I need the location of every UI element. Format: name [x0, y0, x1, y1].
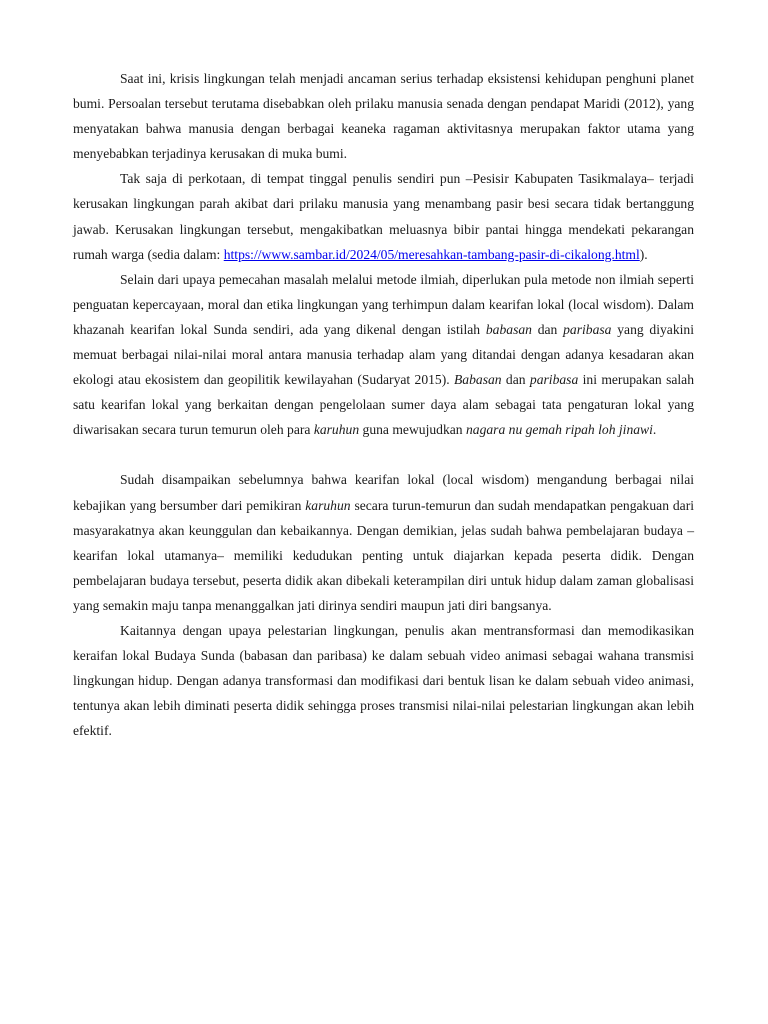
- term-babasan-2: Babasan: [454, 372, 502, 388]
- term-paribasa-2: paribasa: [529, 372, 579, 388]
- paragraph-2: [73, 166, 694, 266]
- term-karuhun: karuhun: [313, 422, 360, 438]
- document-body: [73, 66, 694, 743]
- paragraph-3-text-5: ini merupakan salah satu kearifan lokal yang berkaitan dengan pengelolaan sumer daya alam sebagai tata pengaturan lokal yang diwarisakan secara turun temurun oleh para: [73, 372, 694, 438]
- paragraph-4-text-1: Sudah disampaikan sebelumnya bahwa kearifan lokal (local wisdom) mengandung berbagai nilai kebajikan yang bersumber dari pemikiran: [73, 472, 694, 513]
- paragraph-3-text-7: .: [652, 422, 657, 438]
- paragraph-3-text-6: guna mewujudkan: [359, 422, 466, 438]
- paragraph-5: Kaitannya dengan upaya pelestarian lingkungan, penulis akan mentransformasi dan memodikasikan keraifan lokal Budaya Sunda (babasan dan paribasa) ke dalam sebuah video animasi sebagai wahana transmisi lingkungan hidup. Dengan adanya transformasi dan modifikasi dari bentuk lisan ke dalam sebuah video animasi, tentunya akan lebih diminati peserta didik sehingga proses transmisi nilai-nilai pelestarian lingkungan akan lebih efektif.: [73, 622, 694, 739]
- term-paribasa: paribasa: [563, 321, 612, 337]
- term-nagara: nagara nu gemah ripah loh jinawi: [465, 422, 653, 438]
- paragraph-1: Saat ini, krisis lingkungan telah menjadi ancaman serius terhadap eksistensi kehidupan penghuni planet bumi. Persoalan tersebut terutama disebabkan oleh prilaku manusia senada dengan pendapat Maridi (2012), yang menyatakan bahwa manusia dengan berbagai keaneka ragaman aktivitasnya merupakan faktor utama yang menyebabkan terjadinya kerusakan di muka bumi.: [73, 71, 694, 162]
- paragraph-4: [73, 467, 694, 618]
- paragraph-2-text: Tak saja di perkotaan, di tempat tinggal penulis sendiri pun –Pesisir Kabupaten Tasikmalaya– terjadi kerusakan lingkungan parah akibat dari prilaku manusia yang menambang pasir besi secara tidak bertanggung jawab. Kerusakan lingkungan tersebut, mengakibatkan meluasnya bibir pantai hingga mendekati pekarangan rumah warga (sedia dalam:: [73, 171, 694, 262]
- paragraph-3: [73, 267, 694, 443]
- paragraph-3-text-2: dan: [531, 321, 564, 337]
- paragraph-2-end: ).: [639, 246, 648, 262]
- term-babasan: babasan: [485, 321, 532, 337]
- source-link[interactable]: https://www.sambar.id/2024/05/meresahkan-tambang-pasir-di-cikalong.html: [223, 246, 640, 262]
- paragraph-3-text-4: dan: [501, 372, 530, 388]
- paragraph-3-text-3: yang diyakini memuat berbagai nilai-nilai moral antara manusia terhadap alam yang ditandai dengan adanya kesadaran akan ekologi atau ekosistem dan geopilitik kewilayahan (Sudaryat 2015).: [73, 321, 694, 388]
- paragraph-3-text-1: Selain dari upaya pemecahan masalah melalui metode ilmiah, diperlukan pula metode non ilmiah seperti penguatan kepercayaan, moral dan etika lingkungan yang terhimpun dalam kearifan lokal (local wisdom). Dalam khazanah kearifan lokal Sunda sendiri, ada yang dikenal dengan istilah: [73, 271, 694, 337]
- term-karuhun-2: karuhun: [305, 497, 351, 513]
- paragraph-4-text-2: secara turun-temurun dan sudah mendapatkan pengakuan dari masyarakatnya akan keunggulan dan kebaikannya. Dengan demikian, jelas sudah bahwa pembelajaran budaya –kearifan lokal utamanya– memiliki kedudukan penting untuk diajarkan kepada peserta didik. Dengan pembelajaran budaya tersebut, peserta didik akan dibekali keterampilan diri untuk hidup dalam zaman globalisasi yang semakin maju tanpa menanggalkan jati dirinya sendiri maupun jati diri bangsanya.: [73, 497, 694, 613]
- paragraph-spacer: [73, 442, 694, 467]
